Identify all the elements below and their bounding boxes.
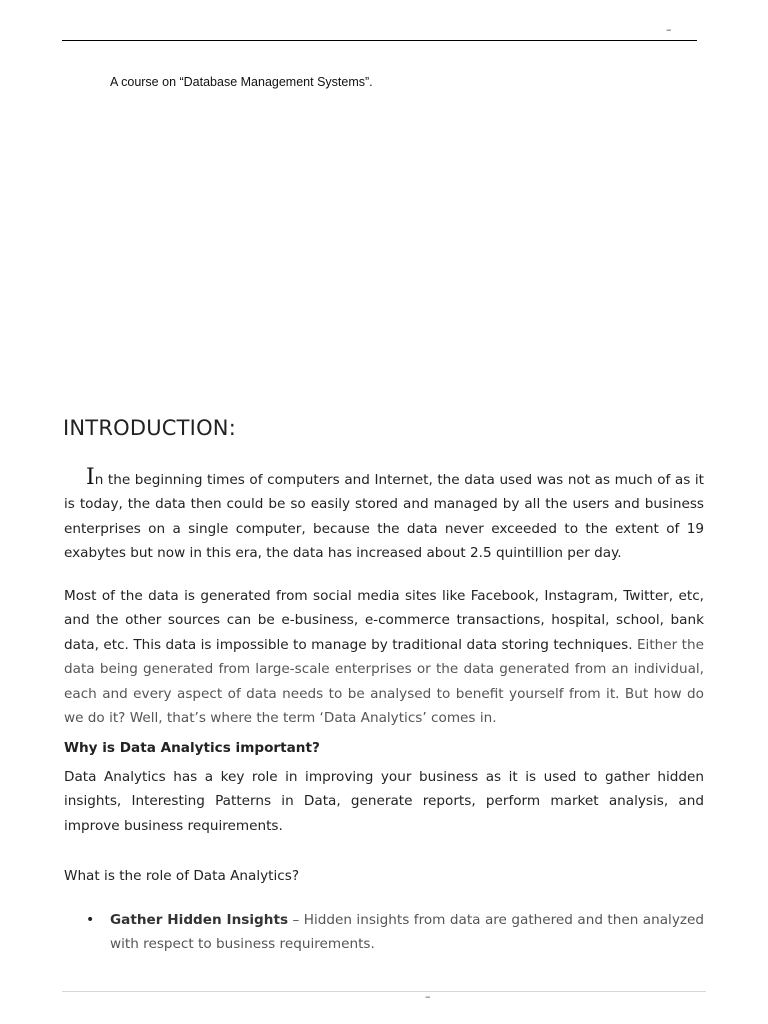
intro-paragraph-1-text: n the beginning times of computers and Internet, the data used was not as much of as it is today, the data then could be so easily stored and managed by all the users and business enterprises on a single computer, because the data never exceeded to the extent of 19 exabytes but now in this era, the data has increased about 2.5 quintillion per day.: [64, 472, 704, 562]
role-bullet-list: [86, 908, 704, 957]
intro-paragraph-2-quote: Either the data being generated from large-scale enterprises or the data generated from an individual, each and every aspect of data needs to be analysed to benefit yourself from it. But how do we do it? Well, that’s where the term ‘Data Analytics’ comes in.: [64, 636, 704, 727]
header-rule: [62, 40, 697, 41]
bullet-icon: •: [86, 912, 95, 928]
introduction-heading: INTRODUCTION:: [63, 416, 236, 440]
bullet-term: Gather Hidden Insights: [110, 912, 289, 928]
role-question: What is the role of Data Analytics?: [64, 868, 300, 884]
intro-paragraph-1: [64, 465, 704, 566]
footer-mark: –: [425, 990, 431, 1003]
why-heading: Why is Data Analytics important?: [64, 740, 320, 756]
drop-cap: I: [86, 465, 95, 490]
bullet-text: – Hidden insights from data are gathered and then analyzed with respect to business requirements.: [110, 912, 704, 953]
list-item: [86, 908, 704, 957]
intro-paragraph-2: [64, 584, 704, 730]
intro-paragraph-2-main: Most of the data is generated from social media sites like Facebook, Instagram, Twitter, etc, and the other sources can be e-business, e-commerce transactions, hospital, school, bank data, etc. This data is impossible to manage by traditional data storing techniques.: [64, 588, 704, 653]
why-paragraph: Data Analytics has a key role in improving your business as it is used to gather hidden insights, Interesting Patterns in Data, generate reports, perform market analysis, and improve business requirements.: [64, 769, 704, 834]
course-subtitle: A course on “Database Management Systems”.: [110, 75, 373, 89]
footer-rule: [62, 991, 706, 992]
header-mark: –: [666, 23, 672, 36]
